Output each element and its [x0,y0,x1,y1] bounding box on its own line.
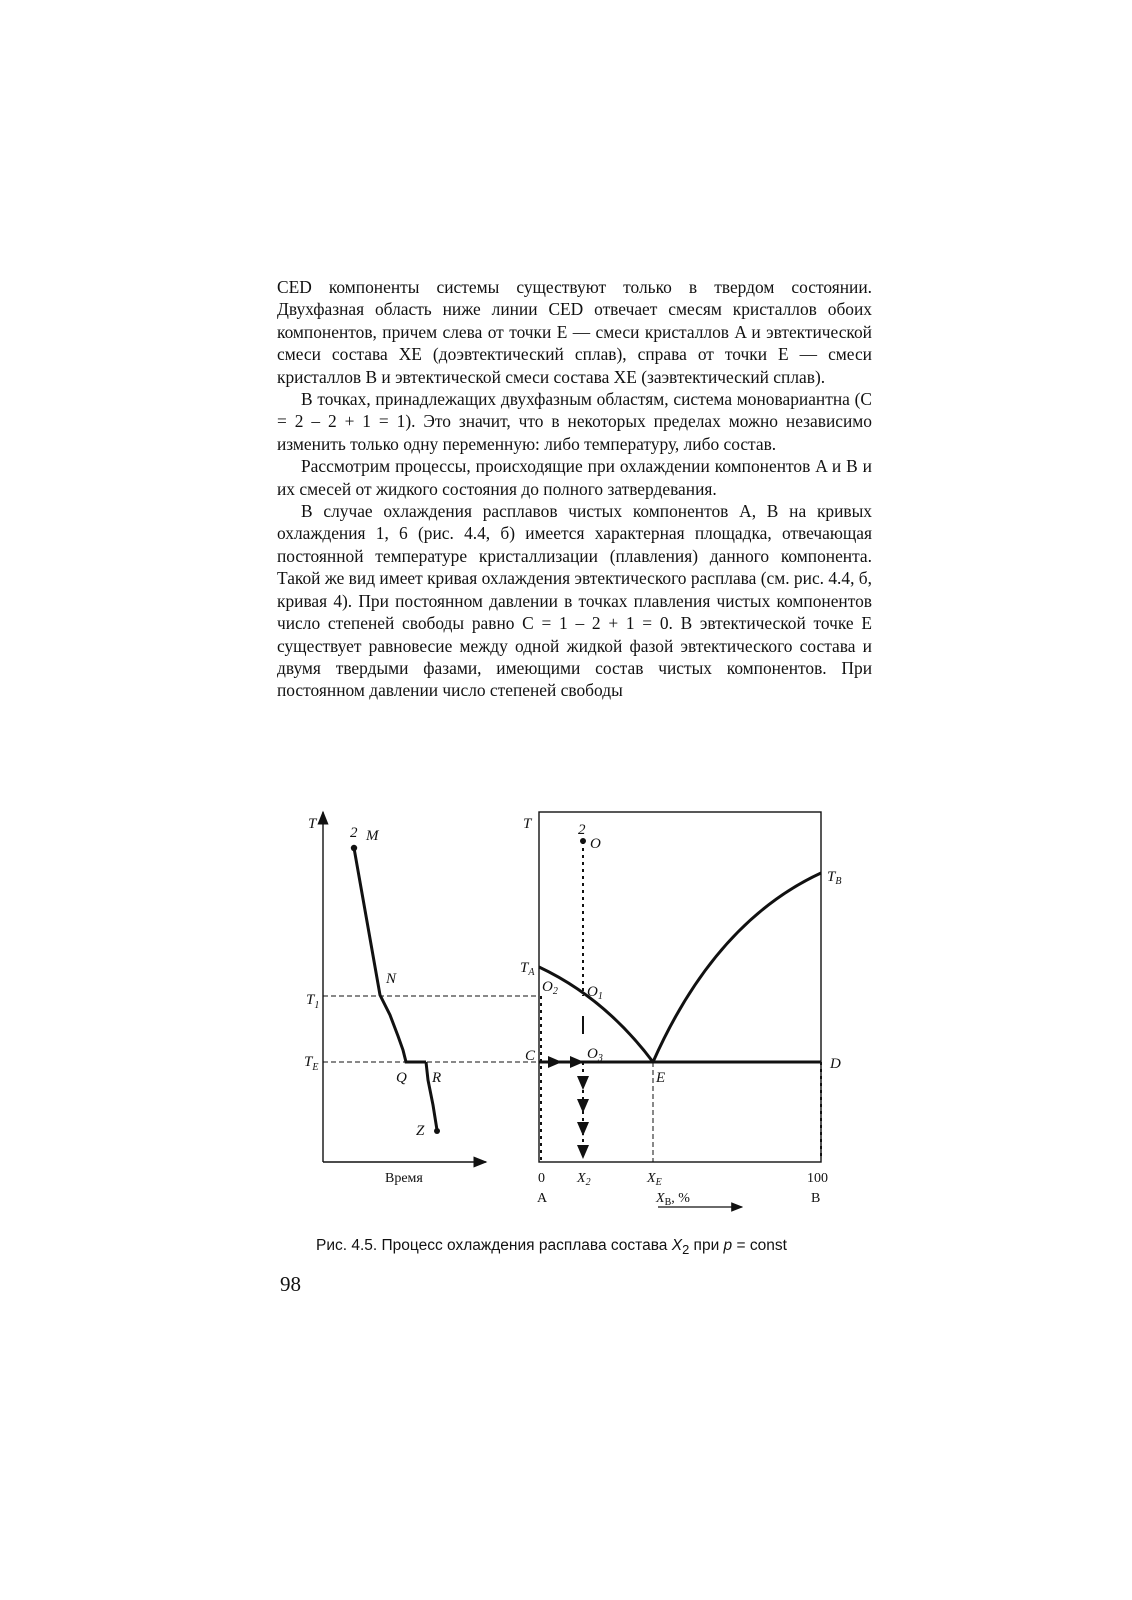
right-arrow-2 [570,1056,584,1068]
paragraph-2: В точках, принадлежащих двухфазным областям, система моновариантна (С = 2 – 2 + 1 = 1). Это значит, что в некоторых пределах можно независимо изменить только одну переменную: либо температуру, либо состав. [277,389,872,454]
point-z-marker [434,1128,440,1134]
component-a-label: A [537,1191,548,1206]
point-o2-label: $O_2$ [542,979,558,997]
right-y-axis-label: T [523,816,532,832]
point-q-label: Q [396,1070,407,1086]
te-label: $T_E$ [304,1054,319,1073]
point-ta-label: $T_A$ [520,960,535,978]
x-tick-x2: $X_2$ [577,1171,591,1188]
x-tick-100: 100 [807,1171,828,1186]
x-tick-0: 0 [538,1171,545,1186]
right-arrow-1 [548,1056,562,1068]
point-tb-label: $T_B$ [827,869,842,887]
point-o3-label: $O_3$ [587,1046,603,1064]
t1-label: $T_1$ [306,992,320,1011]
figure-4-5 [290,800,860,1220]
component-b-label: B [811,1191,821,1206]
down-arrow-3 [577,1122,589,1136]
paragraph-4: В случае охлаждения расплавов чистых компонентов A, B на кривых охлаждения 1, 6 (рис. 4.4, б) имеется характерная площадка, отвечающая постоянной температуре кристаллизации (плавления) данного компонента. Такой же вид имеет кривая охлаждения эвтектического расплава (см. рис. 4.4, б, кривая 4). При постоянном давлении в точках плавления чистых компонентов число степеней свободы равно С = 1 – 2 + 1 = 0. В эвтектической точке E существует равновесие между одной жидкой фазой эвтектического состава и двумя твердыми фазами, имеющими состав чистых компонентов. При постоянном давлении число степеней свободы [277,501,872,701]
point-m-label: M [366,828,379,844]
point-o-marker [580,838,586,844]
left-x-axis-label: Время [385,1171,423,1186]
down-arrow-1 [577,1076,589,1090]
point-o1-label: $O_1$ [587,984,603,1002]
point-n-label: N [386,971,397,987]
phase-diagram-figure [290,800,860,1220]
cooling-curve-plot [304,812,486,1186]
paragraph-3: Рассмотрим процессы, происходящие при охлаждении компонентов A и B и их смесей от жидкого состояния до полного затвердевания. [277,456,872,499]
down-arrow-2 [577,1099,589,1113]
page-number: 98 [280,1272,301,1296]
point-o-label: O [590,836,601,852]
point-m-marker [351,845,357,851]
phase-diagram-plot [520,812,841,1208]
down-arrow-4 [577,1145,589,1159]
cooling-curve-line [354,848,426,1062]
point-r-label: R [432,1070,442,1086]
body-text [277,276,872,702]
point-c-label: C [525,1048,536,1064]
phase-diagram-frame [539,812,821,1162]
left-curve-number: 2 [350,825,358,841]
paragraph-1: CED компоненты системы существуют только в твердом состоянии. Двухфазная область ниже линии CED отвечает смесям кристаллов обоих компонентов, причем слева от точки E — смеси кристаллов A и эвтектической смеси состава XE (доэвтектический сплав), справа от точки E — смеси кристаллов B и эвтектической смеси состава XE (заэвтектический сплав). [277,277,872,387]
point-z-label: Z [416,1123,425,1139]
point-d-label: D [830,1056,841,1072]
liquidus-right-curve [653,873,821,1062]
point-e-label: E [656,1070,666,1086]
left-y-axis-label: T [308,816,317,832]
x-tick-xe: $X_E$ [647,1171,662,1188]
x-axis-label: $X_B$, % [656,1191,690,1208]
right-curve-number: 2 [578,822,586,838]
figure-caption: Рис. 4.5. Процесс охлаждения расплава состава $X_2$ при p = const [316,1237,787,1258]
